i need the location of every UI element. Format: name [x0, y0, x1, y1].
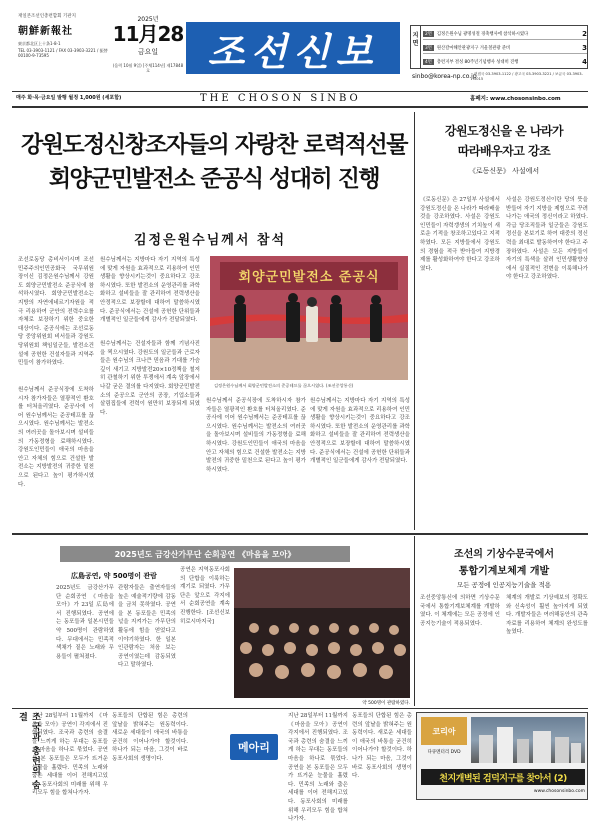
issue-date: 11月28 [112, 22, 184, 46]
newspaper-logo: 조선신보 [207, 29, 379, 74]
index-box [410, 25, 588, 69]
bottom-rule [12, 708, 588, 709]
publisher-address: 東京都北区上十条1-8-1 [18, 41, 61, 46]
lead-body-col3: 원수님께서는 건설자들과 함께 기념사진을 찍으시였다. 강원도의 일군들과 근로자들은 원수님의 크나큰 믿음과 기대를 가슴깊이 새기고 지방발전20×10정책을 철저히 관철하기 위한 투쟁에서 계속 앞장에서 나갈 굳은 결의를 다지였다. 회양군민발전소의 준공으로 군안의 공장, 기업소들과 살림집들에 전력이 원만히 보장되게 되였다. [100, 341, 200, 416]
index-text: 김정은원수님 광명성절 경축행사에 참석하시였다 [436, 31, 529, 37]
event-subhead: 広島공연, 약 500명이 관람 [71, 572, 157, 580]
sidebar-body-col1: 《로동신문》은 27일부 사설에서 강원도정신을 온 나라가 따라배울것을 강조하였다. 사설은 강원도인민들이 자력갱생의 기치높이 새로운 기적을 창조하고있다고 지적하였다. 모든 지방들에서 강원도의 경험을 적극 받아들여 지방경제를 활성화하여야 한다고 강조하였다. [420, 197, 500, 272]
ad-subtitle: 다큐멘터리 DVD [427, 750, 461, 755]
section-rule [12, 533, 588, 535]
column-title [16, 712, 40, 798]
index-page: 4 [582, 58, 587, 66]
ad-photo [471, 717, 585, 763]
ad-title: 천지개벽된 검덕지구를 찾아서 (2) [421, 769, 585, 785]
sidebar-body-col2: 사설은 강원도정신이란 당의 뜻을 받들어 자기 지방을 제힘으로 꾸려나가는 애국의 정신이라고 하였다. 각급 당조직들과 일군들은 강원도정신을 본보기로 하여 대중의 정신력을 최대로 발동하여야 한다고 주장하였다. 사설은 모든 지방들이 자기의 특색을 살려 인민생활향상에서 실질적인 전변을 이룩해나가야 한다고 강조하였다. [506, 197, 588, 281]
lead-photo [210, 256, 408, 380]
column-body-col4: 동포들의 단합된 힘은 총련의 앞날을 밝혀주는 원동력이다. 새로운 세대들이 애국의 바통을 굳건히 이어나가야 할것이다. 하나가 되는 마음, 그것이 바로 동포사회의 생명이다. [352, 713, 412, 780]
english-name: THE CHOSON SINBO [200, 93, 361, 104]
index-row[interactable] [423, 28, 587, 40]
schedule: 매주 화·목·금요일 발행 월정 1,000원 (세포함) [16, 95, 122, 101]
publisher-block [18, 14, 110, 89]
column-body-col1: 지난 28일부터 11월까지 《마음을 모아》공연이 각지에서 진행되였다. 조국과 총련의 숨결을 느끼게 하는 무대는 동포들의 마음을 하나로 묶었다. 공연을 본 동포들은 모두가 뜨거운 눈물을 흘렸다. 민족의 노래와 춤은 세대를 이어 전해지고있다. 동포사회의 미래를 위해 우리모두 힘을 합쳐나가자. [32, 713, 108, 797]
sidebar-title-1: 강원도정신을 온 나라가 [444, 124, 564, 138]
index-tag: 4면 [425, 60, 432, 65]
index-tag: 2면 [425, 31, 432, 37]
index-page: 3 [582, 43, 587, 52]
index-label-2: 면 [412, 40, 419, 47]
masthead-rule-bottom [12, 106, 588, 108]
issue-year: 2025년 [137, 16, 159, 23]
index-tag: 3면 [425, 45, 432, 51]
logo-box [186, 22, 400, 74]
lead-body-col2: 원수님께서는 지방마다 자기 지역의 특성에 맞게 자원을 효과적으로 리용하여 인민생활을 향상시키는것이 중요하다고 강조하시였다. 또한 발전소의 운영관리를 과학화하고 설비들을 잘 관리하여 전력생산을 안정적으로 보장할데 대하여 말씀하시였다. 준공식에서는 건설에 공헌한 단위들과 개별적인 일군들에게 감사가 전달되였다. [100, 257, 200, 324]
publisher-name: 朝鮮新報社 [18, 26, 73, 37]
bottom-divider [414, 536, 415, 706]
weather-title-1: 조선의 기상수문국에서 [453, 549, 555, 560]
event-body-col3: 공연은 지역동포사회의 단합을 이룩하는 계기로 되였다. 가무단은 앞으로 각지에서 순회공연을 계속 진행한다. [조선신보 히로시마지국] [180, 567, 230, 625]
event-body-col1: 2025년도 금강산가무단 순회공연 《마음을 모아》가 23일 広島에서 진행되였다. 공연에는 동포들과 일본시민들 약 500명이 관람하였다. 무대에서는 민족적색채가 짙은 노래와 무용들이 펼쳐졌다. [56, 585, 114, 660]
column-logo [230, 734, 278, 760]
issue-note: (음력 10월 9일) [주체114년] 제17848호 [112, 63, 184, 73]
ad-brand [421, 717, 467, 745]
photo-banner-text: 회양군민발전소 준공식 [238, 270, 380, 285]
lead-headline-2: 회양군민발전소 준공식 성대히 진행 [48, 166, 380, 192]
issue-weekday: 금요일 [137, 48, 159, 56]
weather-subtitle: 모든 공정에 인공지능기술을 적용 [456, 581, 552, 589]
ad-box[interactable] [416, 712, 588, 800]
sidebar-divider [414, 112, 415, 530]
index-label [411, 26, 421, 68]
event-banner [60, 546, 350, 562]
ad-url[interactable]: www.chosonsinbo.com [533, 789, 585, 794]
weather-body-col2: 체계의 개발로 기상예보의 정확도와 신속성이 훨씬 높아지게 되였다. 개발자들은 여러해동안의 관측자료를 리용하여 체계의 완성도를 높였다. [506, 595, 588, 636]
audience-illustration [234, 568, 410, 698]
lead-headline-1: 강원도정신창조자들의 자랑찬 로력적선물 [21, 132, 407, 158]
phone-block: 편집국 03-3903-1122 / 광고국 03-3903-3221 / 보급국 03-3903-5015 [474, 72, 583, 81]
column-body-col3: 지난 28일부터 11월까지 《마음을 모아》공연이 각지에서 진행되였다. 조국과 총련의 숨결을 느끼게 하는 무대는 동포들의 마음을 하나로 묶었다. 공연을 본 동포들은 모두가 뜨거운 눈물을 흘렸다. 민족의 노래와 춤은 세대를 이어 전해지고있다. 동포사회의 미래를 위해 우리모두 힘을 합쳐나가자. [288, 713, 348, 823]
lead-body-col5: 원수님께서는 지방마다 자기 지역의 특성에 맞게 자원을 효과적으로 리용하여 인민생활을 향상시키는것이 중요하다고 강조하시였다. 또한 발전소의 운영관리를 과학화하고 설비들을 잘 관리하여 전력생산을 안정적으로 보장할데 대하여 말씀하시였다. 준공식에서는 건설에 공헌한 단위들과 개별적인 일군들에게 감사가 전달되였다. [310, 398, 410, 465]
homepage[interactable]: 홈페지: www.chosonsinbo.com [470, 96, 561, 102]
event-banner-text: 2025년도 금강산가무단 순회공연 《마음을 모아》 [114, 549, 296, 559]
lead-photo-caption: 김정은원수님께서 회양군민발전소의 준공테프를 끊으시였다. (조선중앙통신) [214, 383, 354, 388]
index-row[interactable] [423, 56, 587, 68]
email[interactable]: sinbo@korea-np.co.jp [412, 73, 477, 80]
date-block [112, 14, 184, 84]
event-body-col2: 관람자들은 출연자들의 높은 예술적기량에 감동을 금치 못하였다. 공연을 본 동포들은 민족의 넋을 지켜가는 가무단의 활동에 힘을 얻었다고 이야기하였다. 한 일본인관람자는 처음 보는 공연이였는데 감동되였다고 말하였다. [118, 585, 176, 669]
sidebar-title-2: 따라배우자고 강조 [457, 144, 551, 158]
index-label-1: 지 [412, 32, 419, 39]
sidebar-subtitle: 《로동신문》 사설에서 [468, 167, 540, 175]
publisher-contacts: TEL 03-3903-1121 / FAX 03-3903-3221 / 振替 00100-9-73595 [18, 48, 108, 58]
buildings-illustration [471, 717, 585, 763]
index-row[interactable] [423, 42, 587, 54]
masthead-rule-top [12, 91, 588, 92]
publisher-line1: 재일본조선인총련합회 기관지 [18, 14, 76, 19]
index-text: 원산갈마해안관광지구 겨울철관광 준비 [436, 45, 511, 51]
index-page: 2 [582, 29, 587, 38]
lead-body-col1b: 원수님께서 준공식장에 도착하시자 참가자들은 열광적인 환호를 터쳐올리였다. 준공사에 이어 원수님께서는 준공테프를 끊으시였다. 원수님께서는 발전소의 여러곳을 돌아보시며 설비들의 가동정형을 료해하시였다. 강원도인민들이 애국의 마음을 안고 자체의 힘으로 건설한 발전소는 지방발전의 귀중한 밑천으로 된다고 높이 평가하시였다. [18, 387, 94, 488]
ad-brand-text: 코리아 [432, 726, 456, 736]
weather-title-2: 통합기계보체계 개발 [458, 566, 550, 577]
column-body-col2: 동포들의 단합된 힘은 총련의 앞날을 밝혀주는 원동력이다. 새로운 세대들이 애국의 바통을 굳건히 이어나가야 할것이다. 하나가 되는 마음, 그것이 바로 동포사회의 생명이다. [112, 713, 188, 762]
index-text: 총련지부 결성 80주년기념행사 성대히 진행 [436, 60, 519, 65]
weather-body-col1: 조선중앙통신에 의하면 기상수문국에서 통합기계보체계를 개발하였다. 이 체계에는 모든 공정에 인공지능기술이 적용되였다. [420, 595, 500, 627]
event-photo-caption: 약 500명이 관람하였다. [362, 701, 410, 706]
lead-body-col4: 원수님께서 준공식장에 도착하시자 참가자들은 열광적인 환호를 터쳐올리였다. 준공사에 이어 원수님께서는 준공테프를 끊으시였다. 원수님께서는 발전소의 여러곳을 돌아보시며 설비들의 가동정형을 료해하시였다. 강원도인민들이 애국의 마음을 안고 자체의 힘으로 건설한 발전소는 지방발전의 귀중한 밑천으로 된다고 높이 평가하시였다. [206, 398, 306, 473]
column-logo-text: 메아리 [238, 741, 270, 754]
lead-subheadline: 김정은원수님께서 참석 [133, 233, 287, 248]
event-photo [234, 568, 410, 698]
lead-body-col1: 조선로동당 총비서이시며 조선민주주의인민공화국 국무위원장이신 김정은원수님께서 강원도 회양군민발전소 준공식에 참석하시였다. 회양군민발전소는 지방의 자연에네르기자원을 적극 리용하여 군안의 전력수요를 자체로 보장하기 위한 중요한 대상이다. 준공식에는 조선로동당 중앙위원회 비서들과 강원도당위원회 책임일군들, 발전소건설에 공헌한 건설자들과 지역주민들이 참가하였다. [18, 257, 94, 367]
column-title-text: 조국과 총련의 숨결 [17, 712, 40, 791]
